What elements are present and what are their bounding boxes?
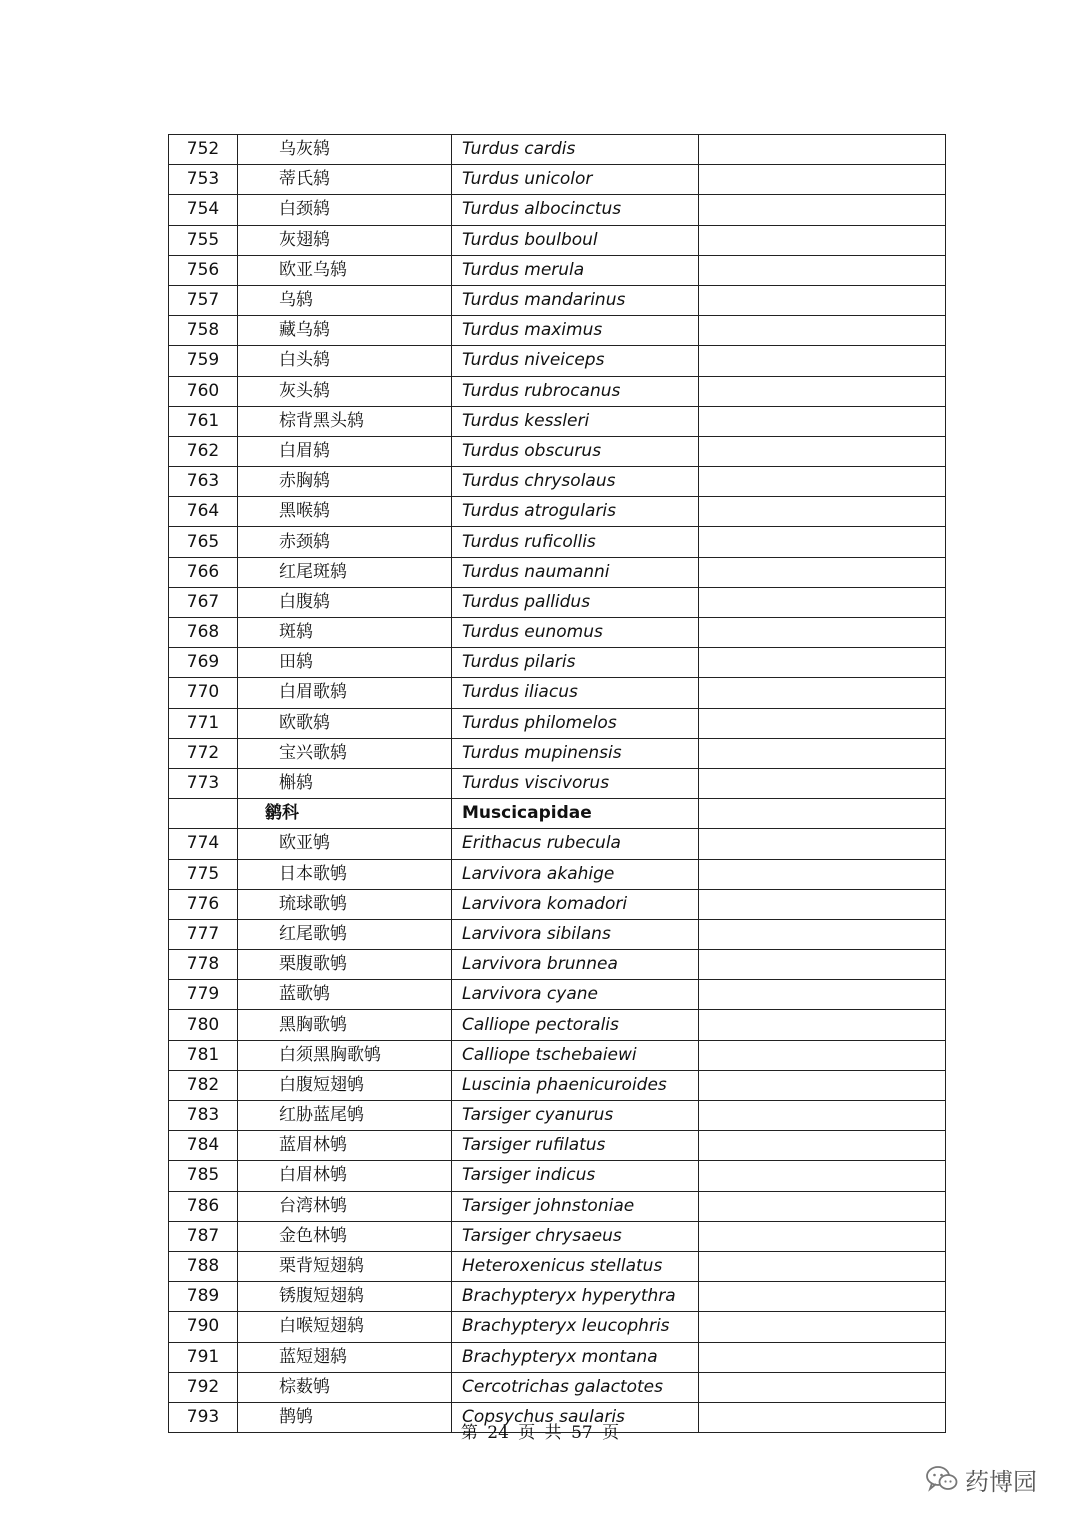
number-cell: 783	[169, 1101, 238, 1131]
table-row	[169, 195, 946, 225]
chinese-name-cell: 斑鸫	[238, 618, 452, 648]
scientific-name-cell: Turdus cardis	[452, 135, 699, 165]
chinese-name-cell: 栗背短翅鸫	[238, 1251, 452, 1281]
note-cell	[699, 1342, 946, 1372]
scientific-name-cell: Larvivora brunnea	[452, 950, 699, 980]
number-cell: 789	[169, 1282, 238, 1312]
note-cell	[699, 1010, 946, 1040]
table-row	[169, 829, 946, 859]
number-cell: 756	[169, 255, 238, 285]
number-cell: 771	[169, 708, 238, 738]
scientific-name-cell: Turdus philomelos	[452, 708, 699, 738]
table-row	[169, 950, 946, 980]
chinese-name-cell: 白颈鸫	[238, 195, 452, 225]
chinese-name-cell: 白腹短翅鸲	[238, 1070, 452, 1100]
table-row	[169, 678, 946, 708]
chinese-name-cell: 灰头鸫	[238, 376, 452, 406]
scientific-name-cell: Turdus pilaris	[452, 648, 699, 678]
number-cell: 754	[169, 195, 238, 225]
note-cell	[699, 1312, 946, 1342]
note-cell	[699, 165, 946, 195]
note-cell	[699, 738, 946, 768]
note-cell	[699, 1131, 946, 1161]
scientific-name-cell: Tarsiger cyanurus	[452, 1101, 699, 1131]
wechat-icon	[925, 1464, 959, 1494]
scientific-name-cell: Erithacus rubecula	[452, 829, 699, 859]
chinese-name-cell: 槲鸫	[238, 768, 452, 798]
watermark	[925, 1459, 1037, 1499]
scientific-name-cell: Larvivora sibilans	[452, 919, 699, 949]
note-cell	[699, 829, 946, 859]
number-cell	[169, 799, 238, 829]
number-cell: 784	[169, 1131, 238, 1161]
table-row	[169, 1131, 946, 1161]
note-cell	[699, 255, 946, 285]
scientific-name-cell: Turdus mupinensis	[452, 738, 699, 768]
table-row	[169, 587, 946, 617]
scientific-name-cell: Luscinia phaenicuroides	[452, 1070, 699, 1100]
chinese-name-cell: 红胁蓝尾鸲	[238, 1101, 452, 1131]
scientific-name-cell: Turdus rubrocanus	[452, 376, 699, 406]
scientific-name-cell: Brachypteryx leucophris	[452, 1312, 699, 1342]
note-cell	[699, 1372, 946, 1402]
number-cell: 768	[169, 618, 238, 648]
chinese-name-cell: 蓝眉林鸲	[238, 1131, 452, 1161]
chinese-name-cell: 灰翅鸫	[238, 225, 452, 255]
number-cell: 762	[169, 436, 238, 466]
scientific-name-cell: Turdus iliacus	[452, 678, 699, 708]
number-cell: 782	[169, 1070, 238, 1100]
table-row	[169, 738, 946, 768]
scientific-name-cell: Cercotrichas galactotes	[452, 1372, 699, 1402]
chinese-name-cell: 栗腹歌鸲	[238, 950, 452, 980]
chinese-name-cell: 黑胸歌鸲	[238, 1010, 452, 1040]
number-cell: 772	[169, 738, 238, 768]
note-cell	[699, 376, 946, 406]
table-row	[169, 708, 946, 738]
note-cell	[699, 678, 946, 708]
number-cell: 763	[169, 467, 238, 497]
chinese-name-cell: 欧歌鸫	[238, 708, 452, 738]
chinese-name-cell: 鹊鸲	[238, 1402, 452, 1432]
chinese-name-cell: 蓝短翅鸫	[238, 1342, 452, 1372]
note-cell	[699, 497, 946, 527]
table-row	[169, 1372, 946, 1402]
table-row	[169, 889, 946, 919]
table-row	[169, 467, 946, 497]
table-row	[169, 1312, 946, 1342]
number-cell: 776	[169, 889, 238, 919]
table-row	[169, 285, 946, 315]
number-cell: 753	[169, 165, 238, 195]
scientific-name-cell: Calliope pectoralis	[452, 1010, 699, 1040]
number-cell: 790	[169, 1312, 238, 1342]
chinese-name-cell: 红尾斑鸫	[238, 557, 452, 587]
scientific-name-cell: Turdus merula	[452, 255, 699, 285]
table-row	[169, 557, 946, 587]
note-cell	[699, 1221, 946, 1251]
chinese-name-cell: 蓝歌鸲	[238, 980, 452, 1010]
number-cell: 791	[169, 1342, 238, 1372]
chinese-name-cell: 欧亚乌鸫	[238, 255, 452, 285]
table-row	[169, 980, 946, 1010]
note-cell	[699, 1251, 946, 1281]
chinese-name-cell: 白喉短翅鸫	[238, 1312, 452, 1342]
note-cell	[699, 587, 946, 617]
note-cell	[699, 346, 946, 376]
scientific-name-cell: Turdus ruficollis	[452, 527, 699, 557]
page-footer: 第 24 页 共 57 页	[460, 1423, 620, 1443]
table-row	[169, 316, 946, 346]
note-cell	[699, 768, 946, 798]
note-cell	[699, 889, 946, 919]
table-row	[169, 376, 946, 406]
note-cell	[699, 980, 946, 1010]
chinese-name-cell: 乌鸫	[238, 285, 452, 315]
chinese-name-cell: 白眉鸫	[238, 436, 452, 466]
number-cell: 764	[169, 497, 238, 527]
scientific-name-cell: Larvivora cyane	[452, 980, 699, 1010]
note-cell	[699, 1161, 946, 1191]
chinese-name-cell: 白眉歌鸫	[238, 678, 452, 708]
note-cell	[699, 1101, 946, 1131]
number-cell: 767	[169, 587, 238, 617]
number-cell: 792	[169, 1372, 238, 1402]
number-cell: 752	[169, 135, 238, 165]
scientific-name-cell: Larvivora komadori	[452, 889, 699, 919]
family-header-row	[169, 799, 946, 829]
note-cell	[699, 406, 946, 436]
number-cell: 759	[169, 346, 238, 376]
number-cell: 766	[169, 557, 238, 587]
note-cell	[699, 135, 946, 165]
scientific-name-cell: Brachypteryx hyperythra	[452, 1282, 699, 1312]
number-cell: 777	[169, 919, 238, 949]
note-cell	[699, 950, 946, 980]
chinese-name-cell: 锈腹短翅鸫	[238, 1282, 452, 1312]
number-cell: 788	[169, 1251, 238, 1281]
chinese-name-cell: 红尾歌鸲	[238, 919, 452, 949]
chinese-name-cell: 白须黑胸歌鸲	[238, 1040, 452, 1070]
table-row	[169, 1101, 946, 1131]
note-cell	[699, 1040, 946, 1070]
number-cell: 785	[169, 1161, 238, 1191]
chinese-name-cell: 赤胸鸫	[238, 467, 452, 497]
table-row	[169, 1282, 946, 1312]
note-cell	[699, 648, 946, 678]
chinese-name-cell: 棕薮鸲	[238, 1372, 452, 1402]
table-row	[169, 1161, 946, 1191]
scientific-name-cell: Heteroxenicus stellatus	[452, 1251, 699, 1281]
note-cell	[699, 1191, 946, 1221]
note-cell	[699, 859, 946, 889]
table-row	[169, 618, 946, 648]
number-cell: 778	[169, 950, 238, 980]
number-cell: 760	[169, 376, 238, 406]
chinese-name-cell: 日本歌鸲	[238, 859, 452, 889]
note-cell	[699, 1070, 946, 1100]
number-cell: 773	[169, 768, 238, 798]
scientific-name-cell: Turdus viscivorus	[452, 768, 699, 798]
note-cell	[699, 225, 946, 255]
scientific-name-cell: Brachypteryx montana	[452, 1342, 699, 1372]
scientific-name-cell: Turdus pallidus	[452, 587, 699, 617]
table-row	[169, 497, 946, 527]
table-row	[169, 648, 946, 678]
table-row	[169, 1040, 946, 1070]
table-row	[169, 859, 946, 889]
number-cell: 755	[169, 225, 238, 255]
number-cell: 758	[169, 316, 238, 346]
table-row	[169, 1221, 946, 1251]
scientific-name-cell: Copsychus saularis	[452, 1402, 699, 1432]
scientific-name-cell: Turdus albocinctus	[452, 195, 699, 225]
number-cell: 774	[169, 829, 238, 859]
note-cell	[699, 436, 946, 466]
table-row	[169, 1191, 946, 1221]
species-table	[168, 134, 946, 1433]
note-cell	[699, 527, 946, 557]
number-cell: 775	[169, 859, 238, 889]
number-cell: 793	[169, 1402, 238, 1432]
scientific-name-cell: Turdus mandarinus	[452, 285, 699, 315]
table-row	[169, 1070, 946, 1100]
chinese-name-cell: 棕背黑头鸫	[238, 406, 452, 436]
note-cell	[699, 316, 946, 346]
note-cell	[699, 919, 946, 949]
note-cell	[699, 195, 946, 225]
chinese-name-cell: 乌灰鸫	[238, 135, 452, 165]
chinese-name-cell: 田鸫	[238, 648, 452, 678]
note-cell	[699, 557, 946, 587]
chinese-name-cell: 白眉林鸲	[238, 1161, 452, 1191]
chinese-name-cell: 台湾林鸲	[238, 1191, 452, 1221]
scientific-name-cell: Turdus naumanni	[452, 557, 699, 587]
chinese-name-cell: 蒂氏鸫	[238, 165, 452, 195]
scientific-name-cell: Turdus kessleri	[452, 406, 699, 436]
scientific-name-cell: Muscicapidae	[452, 799, 699, 829]
chinese-name-cell: 赤颈鸫	[238, 527, 452, 557]
scientific-name-cell: Tarsiger rufilatus	[452, 1131, 699, 1161]
table-row	[169, 135, 946, 165]
chinese-name-cell: 藏乌鸫	[238, 316, 452, 346]
table-row	[169, 165, 946, 195]
note-cell	[699, 285, 946, 315]
chinese-name-cell: 宝兴歌鸫	[238, 738, 452, 768]
chinese-name-cell: 鹟科	[238, 799, 452, 829]
table-row	[169, 768, 946, 798]
number-cell: 769	[169, 648, 238, 678]
scientific-name-cell: Tarsiger johnstoniae	[452, 1191, 699, 1221]
scientific-name-cell: Turdus niveiceps	[452, 346, 699, 376]
table-row	[169, 225, 946, 255]
scientific-name-cell: Turdus unicolor	[452, 165, 699, 195]
table-row	[169, 436, 946, 466]
table-row	[169, 919, 946, 949]
number-cell: 780	[169, 1010, 238, 1040]
number-cell: 761	[169, 406, 238, 436]
table-row	[169, 255, 946, 285]
number-cell: 779	[169, 980, 238, 1010]
scientific-name-cell: Tarsiger indicus	[452, 1161, 699, 1191]
scientific-name-cell: Turdus maximus	[452, 316, 699, 346]
chinese-name-cell: 白腹鸫	[238, 587, 452, 617]
chinese-name-cell: 金色林鸲	[238, 1221, 452, 1251]
scientific-name-cell: Turdus obscurus	[452, 436, 699, 466]
scientific-name-cell: Calliope tschebaiewi	[452, 1040, 699, 1070]
note-cell	[699, 467, 946, 497]
note-cell	[699, 799, 946, 829]
number-cell: 787	[169, 1221, 238, 1251]
table-row	[169, 1251, 946, 1281]
species-table-body	[169, 135, 946, 1433]
scientific-name-cell: Turdus eunomus	[452, 618, 699, 648]
note-cell	[699, 618, 946, 648]
table-row	[169, 1010, 946, 1040]
number-cell: 770	[169, 678, 238, 708]
table-row	[169, 346, 946, 376]
chinese-name-cell: 黑喉鸫	[238, 497, 452, 527]
table-row	[169, 1342, 946, 1372]
number-cell: 786	[169, 1191, 238, 1221]
number-cell: 781	[169, 1040, 238, 1070]
scientific-name-cell: Tarsiger chrysaeus	[452, 1221, 699, 1251]
scientific-name-cell: Larvivora akahige	[452, 859, 699, 889]
chinese-name-cell: 白头鸫	[238, 346, 452, 376]
scientific-name-cell: Turdus boulboul	[452, 225, 699, 255]
note-cell	[699, 708, 946, 738]
chinese-name-cell: 琉球歌鸲	[238, 889, 452, 919]
chinese-name-cell: 欧亚鸲	[238, 829, 452, 859]
note-cell	[699, 1282, 946, 1312]
table-row	[169, 406, 946, 436]
scientific-name-cell: Turdus chrysolaus	[452, 467, 699, 497]
watermark-label: 药博园	[965, 1467, 1037, 1496]
number-cell: 765	[169, 527, 238, 557]
table-row	[169, 527, 946, 557]
number-cell: 757	[169, 285, 238, 315]
scientific-name-cell: Turdus atrogularis	[452, 497, 699, 527]
